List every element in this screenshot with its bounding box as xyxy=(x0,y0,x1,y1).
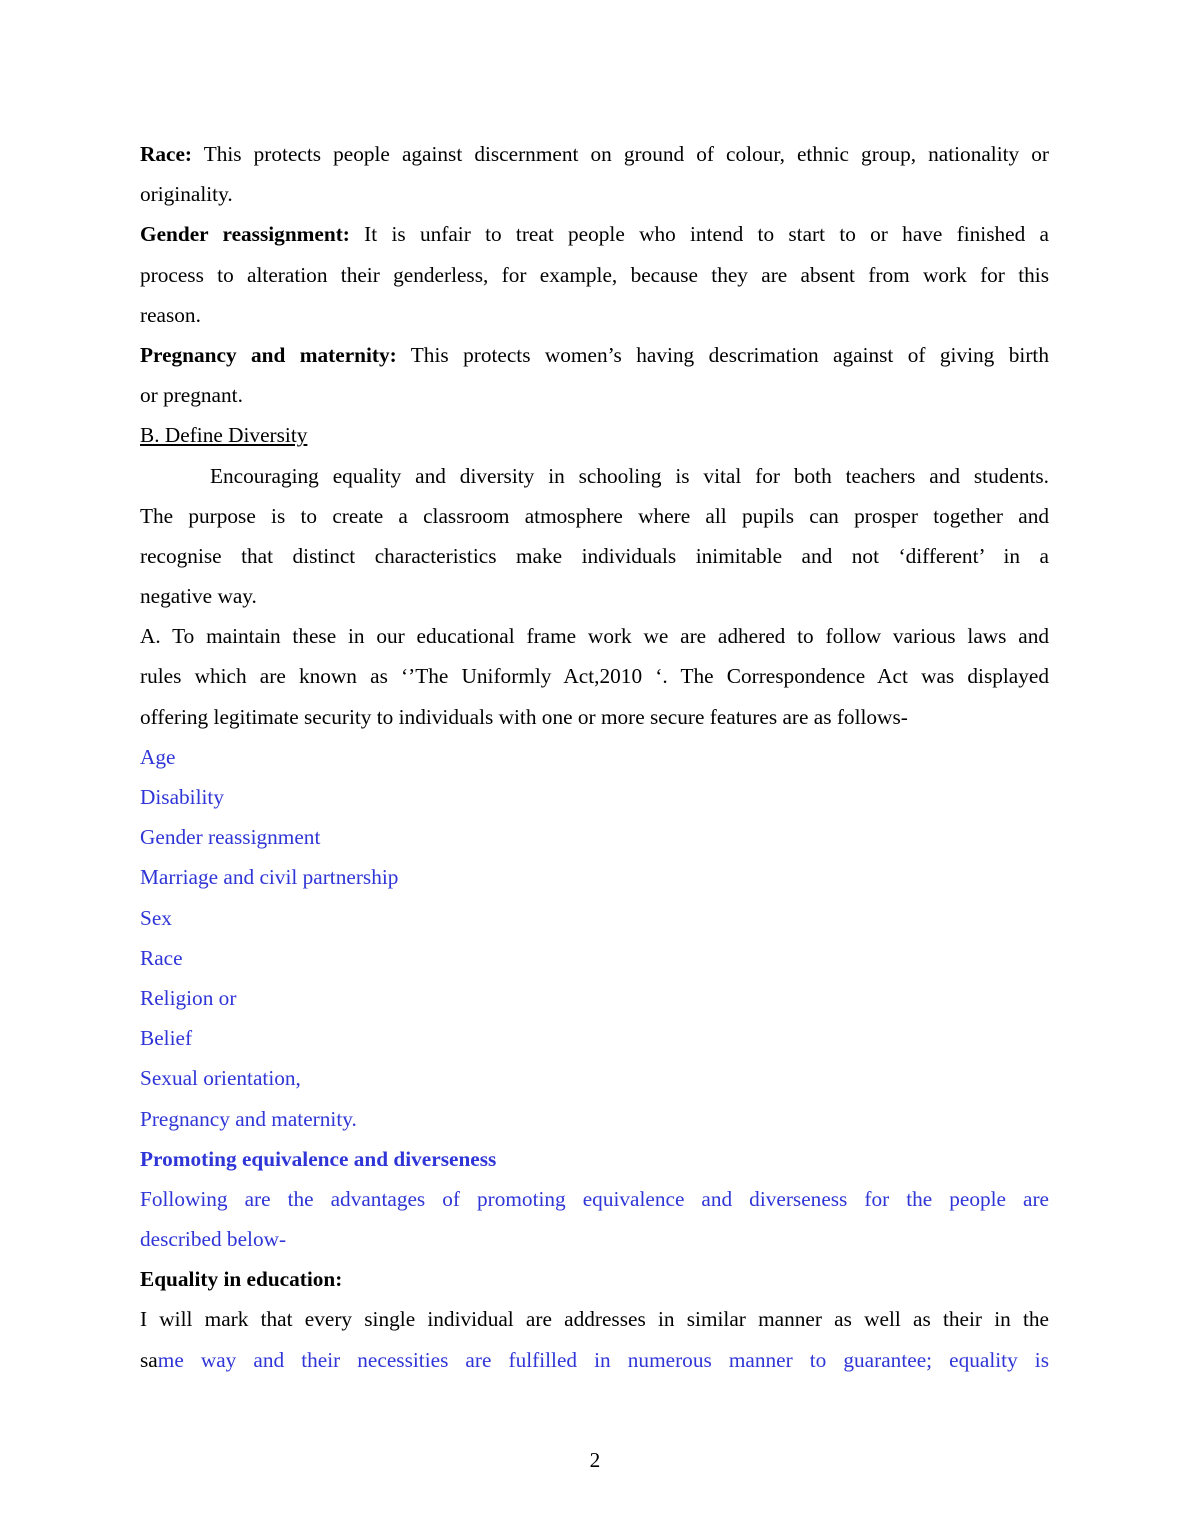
define-diversity-heading xyxy=(140,415,1049,455)
law-paragraph-line-3: offering legitimate security to individuals with one or more secure features are as follows- xyxy=(140,704,908,729)
equality-heading-text: Equality in education: xyxy=(140,1267,343,1292)
list-item: Sex xyxy=(140,905,172,930)
pregnancy-text: This protects women’s having descrimation against of giving birth xyxy=(410,342,1049,367)
gender-text: It is unfair to treat people who intend to start to or have finished a xyxy=(364,222,1049,247)
promoting-heading xyxy=(140,1139,1049,1179)
equality-paragraph-line-2 xyxy=(140,1340,1049,1380)
list-item: Disability xyxy=(140,785,225,809)
race-paragraph-line-1 xyxy=(140,134,1049,174)
equality-line-2-blue: me way and their necessities are fulfilled in numerous manner to guarantee; equality is xyxy=(157,1347,1049,1372)
equality-heading xyxy=(140,1259,1049,1299)
equality-line-2-black: sa xyxy=(140,1347,158,1372)
page-number: 2 xyxy=(589,1448,601,1472)
race-label: Race: xyxy=(140,142,193,166)
list-item: Sexual orientation, xyxy=(140,1066,301,1091)
pregnancy-paragraph-line-1 xyxy=(140,335,1049,375)
list-item: Marriage and civil partnership xyxy=(140,865,399,890)
gender-paragraph-line-2: process to alteration their genderless, for example, because they are absent from work for this xyxy=(140,262,1049,287)
list-item: Belief xyxy=(140,1026,193,1051)
diversity-paragraph-line-3: recognise that distinct characteristics make individuals inimitable and not ‘different’ in a xyxy=(140,543,1049,568)
pregnancy-paragraph-line-2: or pregnant. xyxy=(140,383,243,408)
pregnancy-label: Pregnancy and maternity: xyxy=(140,342,397,367)
gender-paragraph-line-3: reason. xyxy=(140,302,201,327)
promoting-heading-text: Promoting equivalence and diverseness xyxy=(140,1146,497,1171)
gender-paragraph-line-1 xyxy=(140,214,1049,254)
diversity-paragraph-line-2: The purpose is to create a classroom atmosphere where all pupils can prosper together and xyxy=(140,503,1049,528)
page-body xyxy=(140,134,1049,1380)
gender-label: Gender reassignment: xyxy=(140,222,350,247)
diversity-paragraph-line-1: Encouraging equality and diversity in schooling is vital for both teachers and students. xyxy=(210,463,1049,488)
race-text: This protects people against discernment on ground of colour, ethnic group, nationality or xyxy=(203,142,1049,166)
equality-paragraph-line-1: I will mark that every single individual are addresses in similar manner as well as their in the xyxy=(140,1307,1049,1332)
advantages-paragraph-line-1: Following are the advantages of promoting equivalence and diverseness for the people are xyxy=(140,1186,1049,1211)
list-item: Pregnancy and maternity. xyxy=(140,1106,357,1131)
list-item: Race xyxy=(140,945,183,970)
define-diversity-heading-text: B. Define Diversity xyxy=(140,423,308,448)
list-item: Age xyxy=(140,744,176,769)
characteristics-list xyxy=(140,737,1049,1139)
law-paragraph-line-2: rules which are known as ‘’The Uniformly Act,2010 ‘. The Correspondence Act was displayed xyxy=(140,664,1049,689)
diversity-paragraph-line-4: negative way. xyxy=(140,584,257,609)
race-paragraph-line-2: originality. xyxy=(140,182,233,207)
list-item: Gender reassignment xyxy=(140,825,321,850)
advantages-paragraph-line-2: described below- xyxy=(140,1227,287,1252)
law-paragraph-line-1: A. To maintain these in our educational frame work we are adhered to follow various laws and xyxy=(140,624,1049,649)
list-item: Religion or xyxy=(140,985,237,1010)
